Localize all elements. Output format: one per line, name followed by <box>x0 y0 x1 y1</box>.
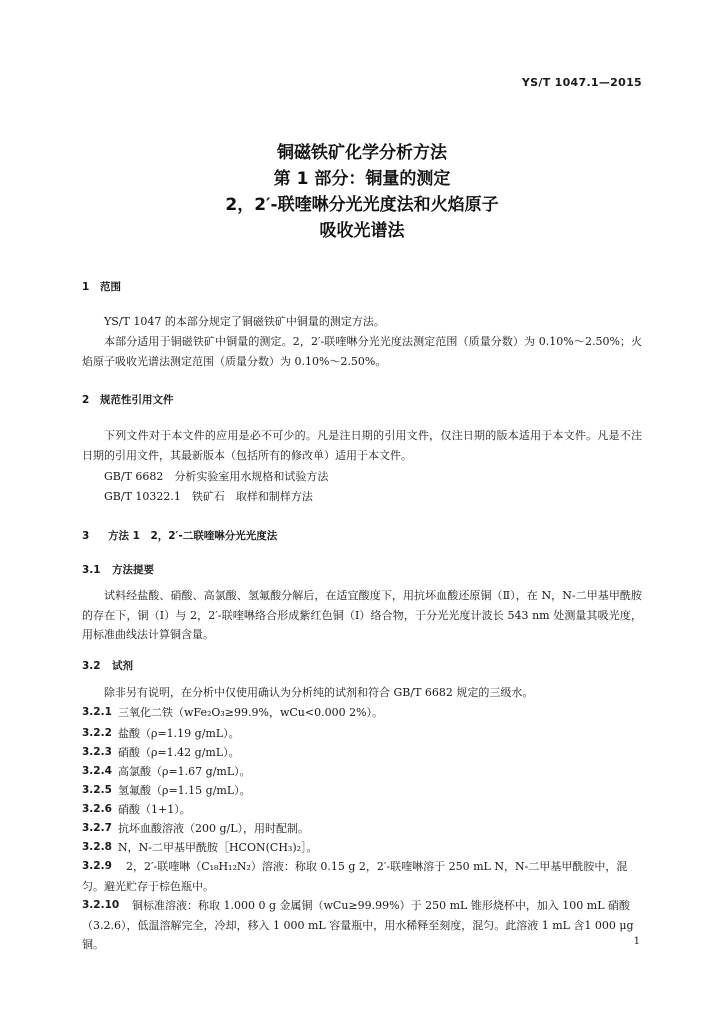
reagent-item <box>82 857 642 896</box>
section-title: 方法提要 <box>112 564 154 576</box>
section-1-paragraph-2: 本部分适用于铜磁铁矿中铜量的测定。2，2′-联喹啉分光光度法测定范围（质量分数）为 0.10%～2.50%；火焰原子吸收光谱法测定范围（质量分数）为 0.10%～2.50%。 <box>82 335 642 368</box>
reagent-text: 抗坏血酸溶液（200 g/L），用时配制。 <box>118 822 310 835</box>
section-number: 3.1 <box>82 564 101 576</box>
section-title: 方法 1 2，2′-二联喹啉分光光度法 <box>108 530 278 542</box>
reagent-item <box>82 703 642 723</box>
title-line-4: 吸收光谱法 <box>319 221 405 241</box>
reagent-number: 3.2.9 <box>82 860 112 872</box>
section-number: 2 <box>82 394 90 406</box>
reference-item: GB/T 10322.1 铁矿石 取样和制样方法 <box>104 490 313 503</box>
document-title <box>0 140 724 244</box>
section-title: 范围 <box>100 281 121 293</box>
reagent-number: 3.2.3 <box>82 746 112 758</box>
reagent-item <box>82 819 642 839</box>
reagent-item <box>82 762 642 782</box>
section-3-heading <box>82 528 277 543</box>
reagent-item <box>82 781 642 801</box>
section-2-heading <box>82 392 174 407</box>
section-3-2-heading <box>82 658 133 673</box>
page-number: 1 <box>633 936 640 947</box>
reagent-number: 3.2.10 <box>82 899 120 911</box>
reagent-text: N，N-二甲基甲酰胺［HCON(CH₃)₂］。 <box>118 841 318 854</box>
title-line-1: 铜磁铁矿化学分析方法 <box>277 143 447 163</box>
section-3-1-heading <box>82 562 154 577</box>
reagent-item <box>82 743 642 763</box>
reagent-text: 高氯酸（ρ=1.67 g/mL）。 <box>118 765 251 778</box>
reagent-number: 3.2.4 <box>82 765 112 777</box>
standard-code: YS/T 1047.1—2015 <box>521 76 642 89</box>
section-2-paragraph: 下列文件对于本文件的应用是必不可少的。凡是注日期的引用文件，仅注日期的版本适用于本文件。凡是不注日期的引用文件，其最新版本（包括所有的修改单）适用于本文件。 <box>82 429 642 462</box>
reagent-text: 氢氟酸（ρ=1.15 g/mL）。 <box>118 784 251 797</box>
reagent-item <box>82 838 642 858</box>
reference-item: GB/T 6682 分析实验室用水规格和试验方法 <box>104 470 329 483</box>
section-number: 3.2 <box>82 660 101 672</box>
section-1-heading <box>82 279 121 294</box>
reagent-item <box>82 896 642 955</box>
section-title: 试剂 <box>112 660 133 672</box>
section-3-1-paragraph: 试料经盐酸、硝酸、高氯酸、氢氟酸分解后，在适宜酸度下，用抗坏血酸还原铜（Ⅱ），在 N，N-二甲基甲酰胺的存在下，铜（Ⅰ）与 2，2′-联喹啉络合形成紫红色铜（Ⅰ）络合物，于分光光度计波长 543 nm 处测量其吸光度，用标准曲线法计算铜含量。 <box>82 589 642 641</box>
reagent-text: 硝酸（1+1）。 <box>118 803 191 816</box>
reagent-text: 盐酸（ρ=1.19 g/mL）。 <box>118 727 240 740</box>
section-1-paragraph-1: YS/T 1047 的本部分规定了铜磁铁矿中铜量的测定方法。 <box>104 315 385 328</box>
reagent-item <box>82 800 642 820</box>
section-title: 规范性引用文件 <box>100 394 174 406</box>
reagent-text: 铜标准溶液：称取 1.000 0 g 金属铜（wCu≥99.99%）于 250 mL 锥形烧杯中，加入 100 mL 硝酸（3.2.6），低温溶解完全，冷却，移入 1 000 mL 容量瓶中，用水稀释至刻度，混匀。此溶液 1 mL 含1 000 μg 铜。 <box>82 899 634 951</box>
reagent-number: 3.2.6 <box>82 803 112 815</box>
reagent-number: 3.2.5 <box>82 784 112 796</box>
section-3-2-intro: 除非另有说明，在分析中仅使用确认为分析纯的试剂和符合 GB/T 6682 规定的三级水。 <box>104 686 534 699</box>
reagent-number: 3.2.1 <box>82 706 112 718</box>
reagent-text: 三氧化二铁（wFe₂O₃≥99.9%，wCu<0.000 2%）。 <box>118 706 384 719</box>
reagent-item <box>82 724 642 744</box>
section-number: 1 <box>82 281 90 293</box>
title-line-2: 第 1 部分：铜量的测定 <box>273 169 451 189</box>
reagent-number: 3.2.8 <box>82 841 112 853</box>
section-number: 3 <box>82 530 90 542</box>
reagent-text: 2，2′-联喹啉（C₁₈H₁₂N₂）溶液：称取 0.15 g 2，2′-联喹啉溶于 250 mL N，N-二甲基甲酰胺中，混匀。避光贮存于棕色瓶中。 <box>82 860 628 893</box>
title-line-3: 2，2′-联喹啉分光光度法和火焰原子 <box>225 195 499 215</box>
reagent-number: 3.2.7 <box>82 822 112 834</box>
reagent-number: 3.2.2 <box>82 727 112 739</box>
reagent-text: 硝酸（ρ=1.42 g/mL）。 <box>118 746 240 759</box>
